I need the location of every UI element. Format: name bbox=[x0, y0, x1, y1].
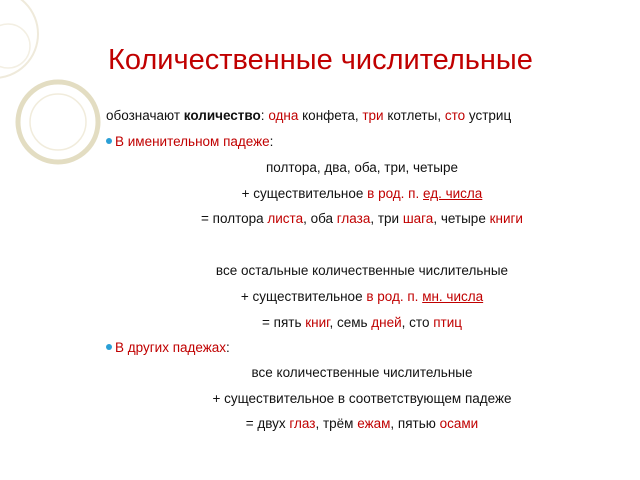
other-cases-rule: + существительное в соответствующем падеже bbox=[212, 391, 512, 406]
nominative-numerals-line: полтора, два, оба, три, четыре bbox=[265, 160, 459, 175]
decorative-circles bbox=[0, 0, 120, 180]
section-heading-other-cases: В других падежах: bbox=[106, 339, 230, 357]
nominative-examples-plural: = пять книг, семь дней, сто птиц bbox=[262, 315, 462, 330]
other-cases-examples: = двух глаз, трём ежам, пятью осами bbox=[245, 416, 479, 431]
nominative-rule-plural: + существительное в род. п. мн. числа bbox=[240, 289, 484, 304]
nominative-rule-singular: + существительное в род. п. ед. числа bbox=[241, 186, 483, 201]
section-heading-nominative: В именительном падеже: bbox=[106, 133, 273, 151]
nominative-examples-singular: = полтора листа, оба глаза, три шага, четыре книги bbox=[201, 211, 523, 226]
other-cases-numerals-line: все количественные числительные bbox=[251, 365, 473, 380]
intro-line: обозначают количество: одна конфета, три котлеты, сто устриц bbox=[106, 108, 512, 123]
nominative-other-numerals-line: все остальные количественные числительные bbox=[215, 263, 509, 278]
intro-bold-word: количество bbox=[183, 108, 261, 123]
bullet-icon bbox=[106, 138, 112, 144]
bullet-icon bbox=[106, 344, 112, 350]
slide-title: Количественные числительные bbox=[108, 44, 533, 76]
